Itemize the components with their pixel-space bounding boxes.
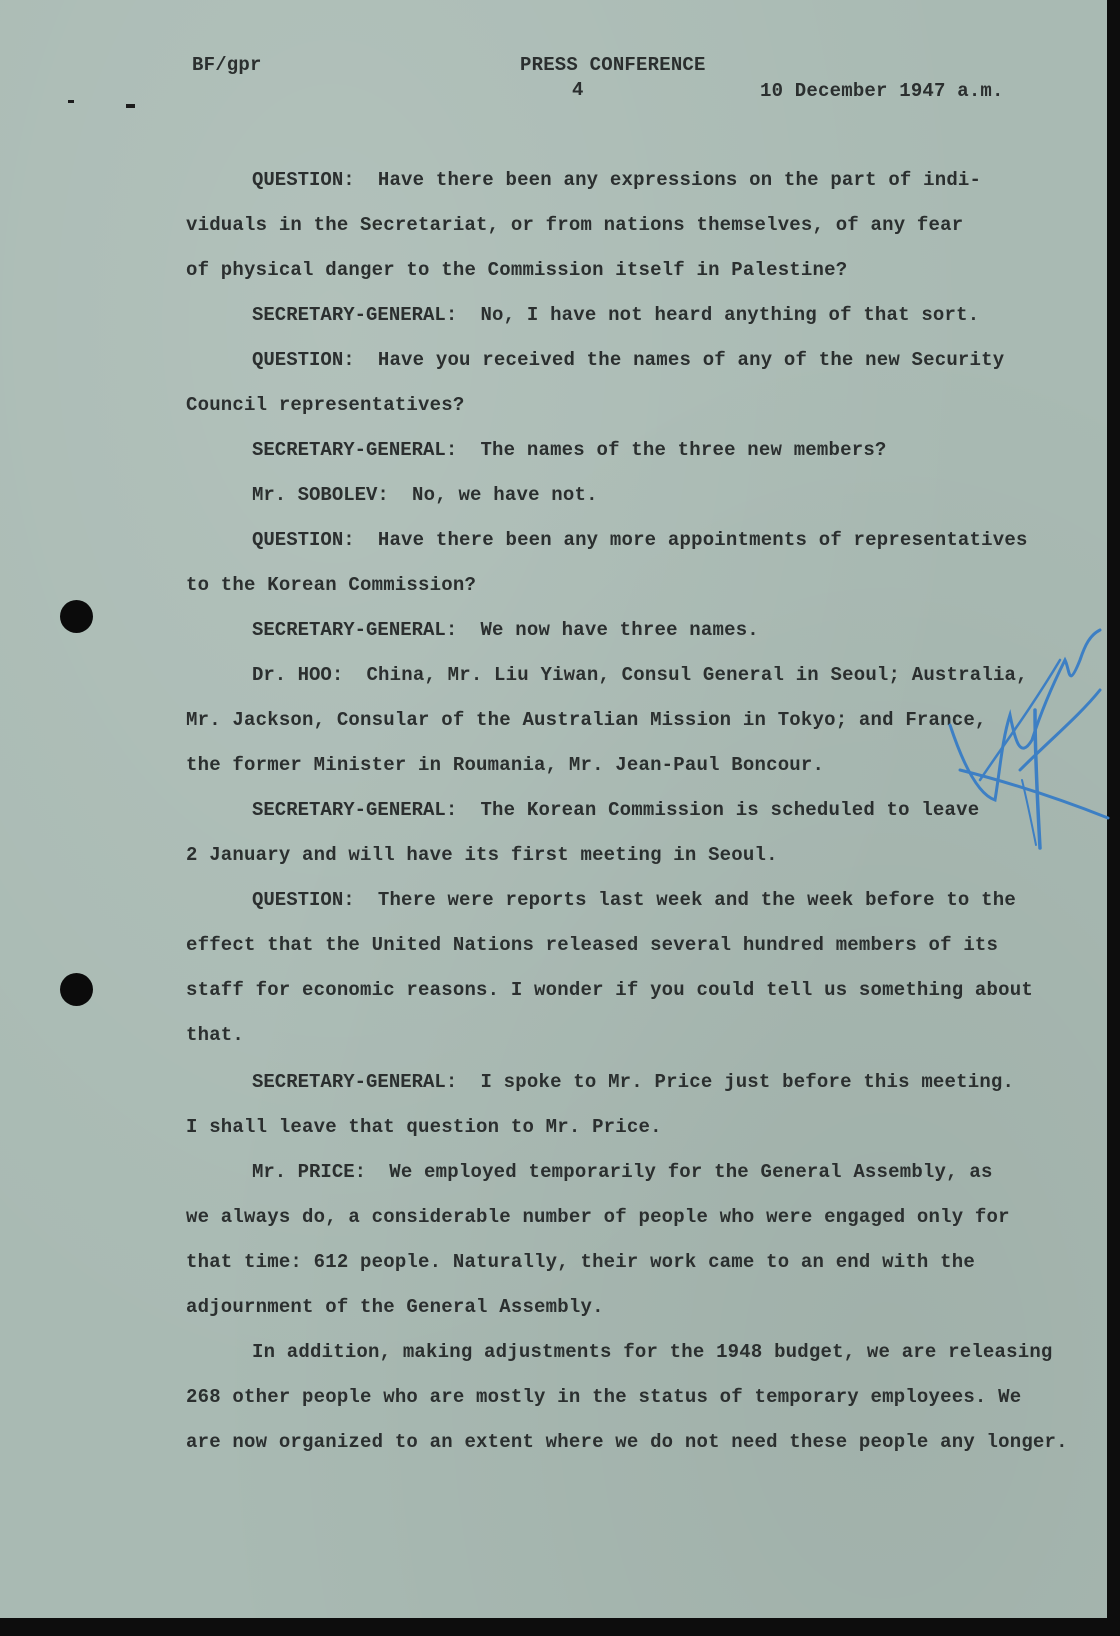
- line-text: No, I have not heard anything of that sort.: [480, 304, 980, 326]
- speaker-label: SECRETARY-GENERAL:: [252, 439, 458, 461]
- line-text: No, we have not.: [412, 484, 598, 506]
- transcript-line: [186, 473, 1046, 518]
- line-text: to the Korean Commission?: [186, 574, 477, 596]
- speaker-label: SECRETARY-GENERAL:: [252, 619, 458, 641]
- speaker-label: QUESTION:: [252, 169, 355, 191]
- line-text: 2 January and will have its first meeting in Seoul.: [186, 844, 778, 866]
- transcript-line: [186, 1150, 1046, 1195]
- transcript-line: [186, 1013, 1046, 1058]
- line-text: the former Minister in Roumania, Mr. Jean-Paul Boncour.: [186, 754, 825, 776]
- punch-hole: [60, 973, 93, 1006]
- transcript-line: [186, 1420, 1068, 1465]
- line-text: Mr. Jackson, Consular of the Australian Mission in Tokyo; and France,: [186, 709, 987, 731]
- header-reference: BF/gpr: [192, 54, 262, 76]
- speaker-label: Mr. PRICE:: [252, 1161, 367, 1183]
- page-number: 4: [572, 79, 584, 101]
- transcript-line: [186, 248, 1046, 293]
- transcript-line: [186, 743, 1046, 788]
- line-text: Council representatives?: [186, 394, 465, 416]
- transcript-line: [186, 338, 1046, 383]
- header-title: PRESS CONFERENCE: [520, 54, 706, 76]
- transcript-line: [186, 1330, 1053, 1375]
- transcript-line: [186, 1060, 1046, 1105]
- transcript-line: [186, 1375, 1046, 1420]
- speaker-label: QUESTION:: [252, 349, 355, 371]
- line-text: adjournment of the General Assembly.: [186, 1296, 604, 1318]
- page-mark: [126, 104, 135, 108]
- line-text: The names of the three new members?: [480, 439, 887, 461]
- transcript-line: [186, 1240, 1046, 1285]
- header-date: 10 December 1947 a.m.: [760, 80, 1004, 102]
- line-text: that.: [186, 1024, 245, 1046]
- punch-hole: [60, 600, 93, 633]
- line-text: In addition, making adjustments for the 1948 budget, we are releasing: [252, 1341, 1053, 1363]
- line-text: Have there been any expressions on the part of indi-: [377, 169, 982, 191]
- transcript-line: [186, 1105, 1046, 1150]
- transcript-line: [186, 923, 1046, 968]
- line-text: 268 other people who are mostly in the status of temporary employees. We: [186, 1386, 1022, 1408]
- speaker-label: SECRETARY-GENERAL:: [252, 1071, 458, 1093]
- line-text: China, Mr. Liu Yiwan, Consul General in Seoul; Australia,: [366, 664, 1028, 686]
- page-mark: [68, 100, 74, 103]
- transcript-line: [186, 428, 1046, 473]
- transcript-line: [186, 1195, 1046, 1240]
- transcript-line: [186, 833, 1046, 878]
- transcript-line: [186, 563, 1046, 608]
- speaker-label: SECRETARY-GENERAL:: [252, 799, 458, 821]
- transcript-line: [186, 518, 1046, 563]
- transcript-line: [186, 653, 1046, 698]
- transcript-body: [186, 158, 1068, 1465]
- transcript-line: [186, 608, 1046, 653]
- transcript-line: [186, 383, 1046, 428]
- line-text: of physical danger to the Commission itself in Palestine?: [186, 259, 848, 281]
- transcript-line: [186, 203, 1046, 248]
- transcript-line: [186, 698, 1046, 743]
- line-text: Have there been any more appointments of representatives: [377, 529, 1028, 551]
- line-text: are now organized to an extent where we do not need these people any longer.: [186, 1431, 1068, 1453]
- speaker-label: QUESTION:: [252, 529, 355, 551]
- transcript-line: [186, 1285, 1046, 1330]
- line-text: I spoke to Mr. Price just before this meeting.: [480, 1071, 1015, 1093]
- transcript-line: [186, 968, 1046, 1013]
- line-text: We now have three names.: [480, 619, 759, 641]
- transcript-line: [186, 293, 1046, 338]
- line-text: We employed temporarily for the General Assembly, as: [389, 1161, 993, 1183]
- line-text: The Korean Commission is scheduled to leave: [480, 799, 980, 821]
- line-text: Have you received the names of any of the new Security: [377, 349, 1005, 371]
- transcript-line: [186, 878, 1046, 923]
- line-text: effect that the United Nations released several hundred members of its: [186, 934, 999, 956]
- line-text: we always do, a considerable number of people who were engaged only for: [186, 1206, 1010, 1228]
- speaker-label: Dr. HOO:: [252, 664, 344, 686]
- line-text: that time: 612 people. Naturally, their work came to an end with the: [186, 1251, 975, 1273]
- speaker-label: Mr. SOBOLEV:: [252, 484, 389, 506]
- speaker-label: SECRETARY-GENERAL:: [252, 304, 458, 326]
- handwritten-annotation: [940, 620, 1110, 890]
- transcript-line: [186, 158, 1046, 203]
- transcript-line: [186, 788, 1046, 833]
- line-text: staff for economic reasons. I wonder if you could tell us something about: [186, 979, 1033, 1001]
- line-text: I shall leave that question to Mr. Price.: [186, 1116, 662, 1138]
- line-text: viduals in the Secretariat, or from nations themselves, of any fear: [186, 214, 964, 236]
- line-text: There were reports last week and the week before to the: [377, 889, 1016, 911]
- speaker-label: QUESTION:: [252, 889, 355, 911]
